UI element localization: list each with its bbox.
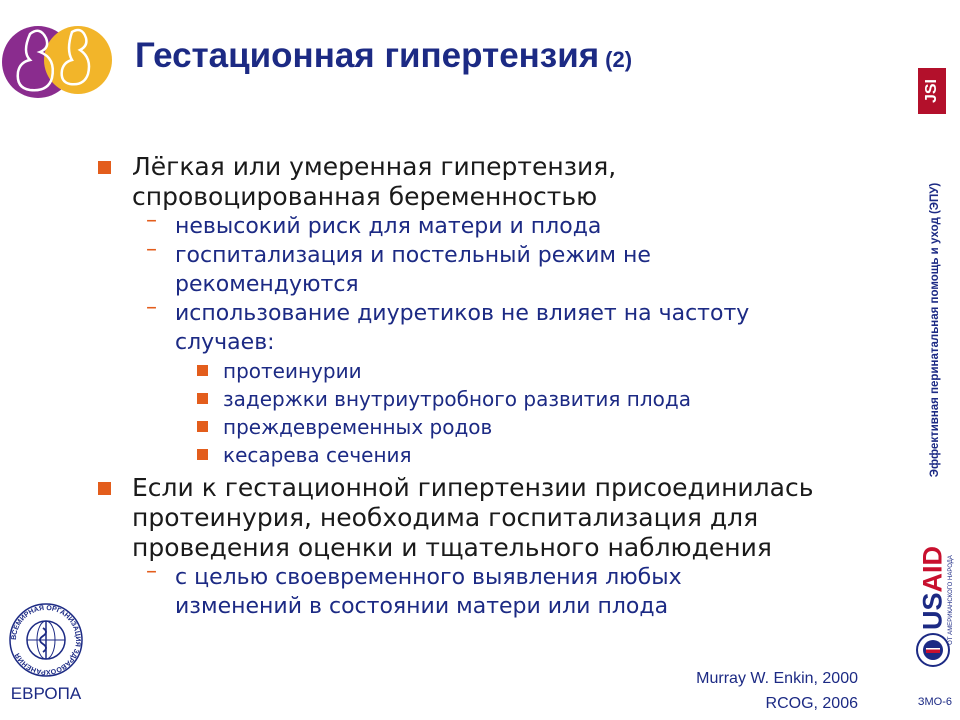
sub-sub-bullet-item (98, 385, 908, 413)
square-bullet-icon (98, 482, 111, 495)
bullet-item (98, 152, 908, 212)
bullet-text: протеинурии (223, 359, 362, 383)
who-emblem-icon (8, 602, 84, 678)
sub-bullet-item (98, 295, 908, 357)
bullet-text: Лёгкая или умеренная гипертензия, спровоцированная беременностью (132, 152, 617, 211)
bullet-text: госпитализация и постельный режим не рекомендуются (175, 243, 651, 297)
slide-content (98, 148, 908, 621)
dash-marker-icon: – (146, 237, 157, 262)
bullet-text: с целью своевременного выявления любых изменений в состоянии матери или плода (175, 565, 682, 619)
square-bullet-icon (197, 421, 208, 432)
sub-sub-bullet-item (98, 357, 908, 385)
bullet-text: кесарева сечения (223, 443, 412, 467)
reference-line: Murray W. Enkin, 2000 (696, 670, 858, 687)
sidebar-program-title: Эффективная перинатальная помощь и уход (ЭПУ) (929, 182, 941, 478)
references (696, 666, 858, 716)
sub-sub-bullet-item (98, 441, 908, 469)
dash-marker-icon: – (146, 208, 157, 233)
square-bullet-icon (98, 161, 111, 174)
square-bullet-icon (197, 393, 208, 404)
usaid-logo: USAID (917, 545, 948, 631)
dash-marker-icon: – (146, 295, 157, 320)
square-bullet-icon (197, 449, 208, 460)
bullet-text: невысокий риск для матери и плода (175, 214, 602, 239)
jsi-logo: JSI (918, 68, 946, 114)
sub-bullet-item (98, 237, 908, 299)
bullet-text: Если к гестационной гипертензии присоединилась протеинурия, необходима госпитализация для проведения оценки и тщательного наблюдения (132, 473, 814, 562)
reference-line: RCOG, 2006 (765, 695, 858, 712)
usaid-subtitle: ОТ АМЕРИКАНСКОГО НАРОДА (948, 555, 954, 645)
sub-bullet-item (98, 559, 908, 621)
svg-text:ВСЕМИРНАЯ ОРГАНИЗАЦИЯ ЗДРАВООХ: ВСЕМИРНАЯ ОРГАНИЗАЦИЯ ЗДРАВООХРАНЕНИЯ (10, 604, 82, 676)
sub-sub-bullet-item (98, 413, 908, 441)
bullet-text: преждевременных родов (223, 415, 493, 439)
dash-marker-icon: – (146, 559, 157, 584)
bullet-text: задержки внутриутробного развития плода (223, 387, 691, 411)
page-title: Гестационная гипертензия (2) (135, 36, 633, 75)
square-bullet-icon (197, 365, 208, 376)
sub-bullet-item (98, 208, 908, 241)
slide-code: ЗМО-6 (917, 696, 952, 708)
bullet-item (98, 473, 908, 563)
bullet-text: использование диуретиков не влияет на частоту случаев: (175, 301, 750, 355)
usaid-seal-icon (915, 632, 951, 668)
who-region-label: ЕВРОПА (10, 684, 82, 703)
mother-child-logo-icon (0, 12, 120, 107)
